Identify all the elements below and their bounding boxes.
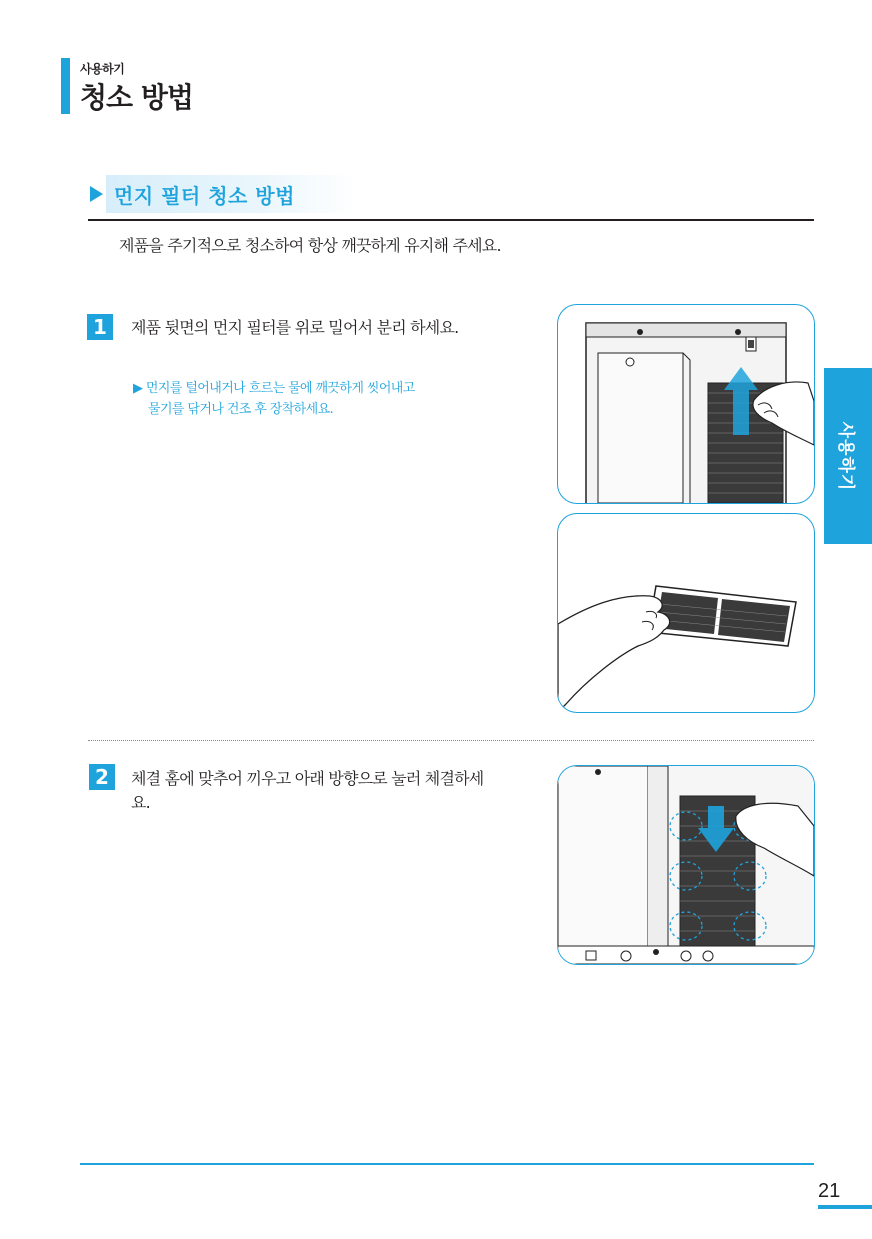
page-number-underline [818, 1205, 872, 1209]
filter-removal-drawing [558, 305, 814, 503]
footer-rule [80, 1163, 814, 1165]
section-intro: 제품을 주기적으로 청소하여 항상 깨끗하게 유지해 주세요. [119, 236, 501, 255]
step-1-note-line2: 물기를 닦거나 건조 후 장착하세요. [148, 402, 334, 417]
illustration-filter-cleaning [557, 513, 815, 713]
side-tab-label: 사용하기 [835, 421, 856, 491]
step-1-note-line1: ▶ 먼지를 털어내거나 흐르는 물에 깨끗하게 씻어내고 [133, 381, 415, 396]
step-1-text: 제품 뒷면의 먼지 필터를 위로 밀어서 분리 하세요. [131, 318, 459, 337]
section-title: 먼지 필터 청소 방법 [114, 184, 295, 208]
filter-cleaning-drawing [558, 514, 814, 712]
header-accent-bar [61, 58, 70, 114]
page-number: 21 [818, 1180, 841, 1202]
side-tab-label-wrap [836, 368, 860, 544]
section-divider [88, 219, 814, 221]
illustration-filter-removal [557, 304, 815, 504]
step-1-number: 1 [87, 314, 113, 340]
step-2-number: 2 [89, 764, 115, 790]
triangle-right-icon [90, 186, 103, 202]
illustration-filter-install [557, 765, 815, 965]
step-divider [88, 740, 814, 741]
step-1-note [133, 378, 493, 420]
header-category: 사용하기 [80, 62, 125, 76]
step-2-text: 체결 홈에 맞추어 끼우고 아래 방향으로 눌러 체결하세요. [131, 769, 484, 812]
page-title: 청소 방법 [80, 81, 193, 114]
filter-install-drawing [558, 766, 814, 964]
